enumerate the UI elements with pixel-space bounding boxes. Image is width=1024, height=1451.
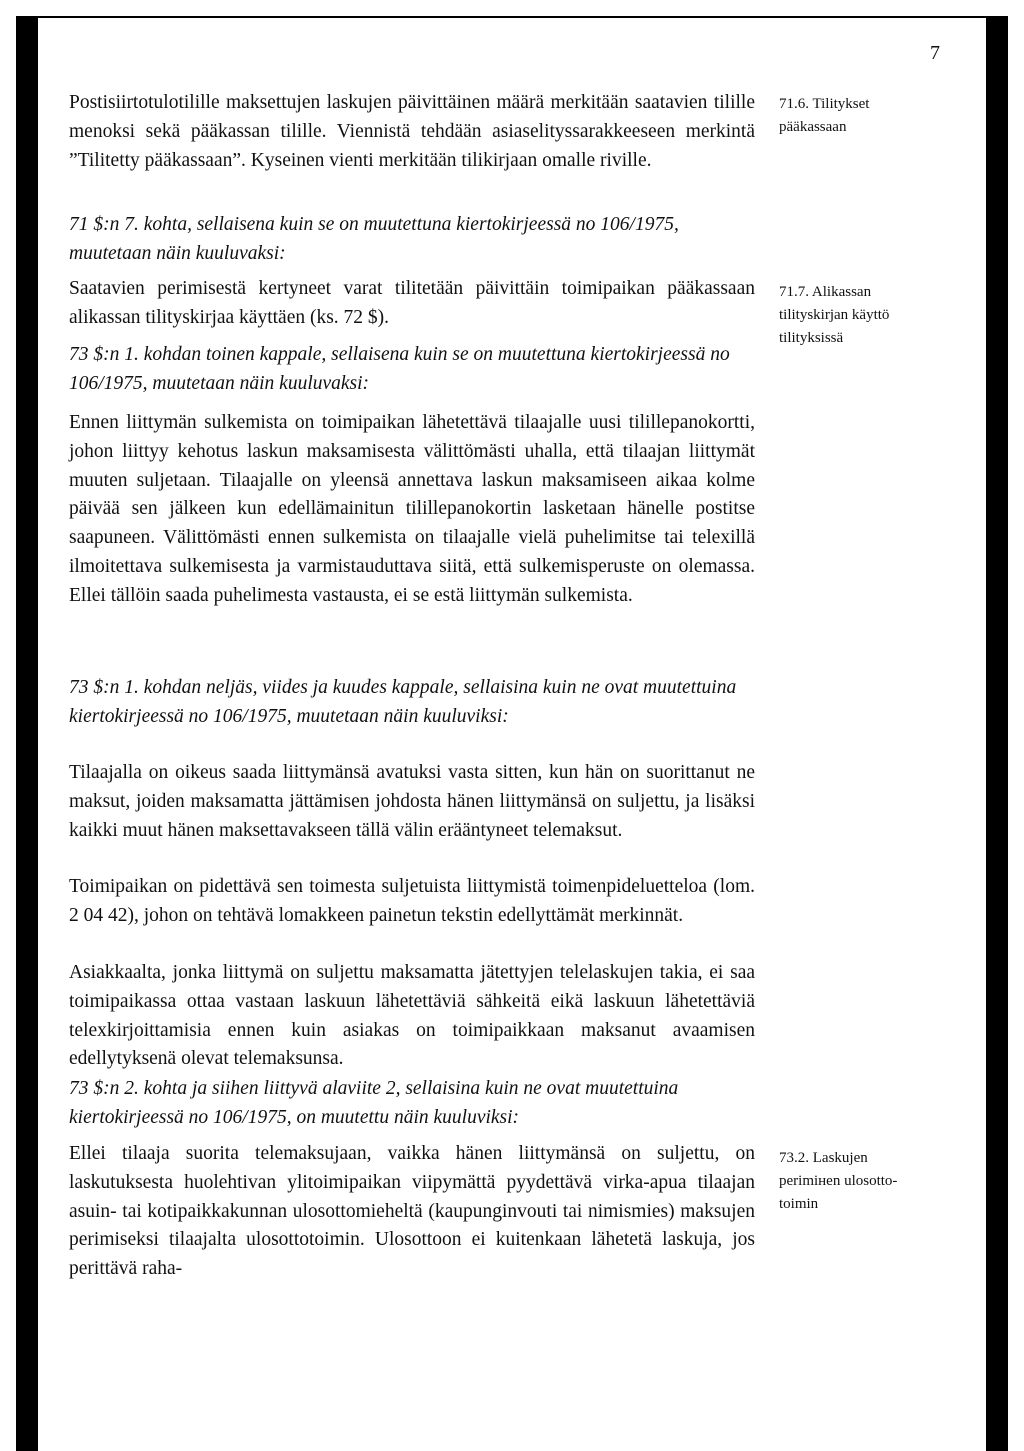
margin-note-line: pääkassaan [779, 119, 847, 135]
paragraph-text: Asiakkaalta, jonka liittymä on suljettu maksamatta jätettyjen telelaskujen takia, ei saa toimipaikassa ottaa vastaan laskuun lähetettäviä sähkeitä eikä laskuun lähetettäviä telexkirjoittamisia ennen kuin asiakas on toimipaikkaan maksanut avaamisen edellytyksenä olevat telemaksunsa. [69, 962, 755, 1070]
margin-note-line: perimінen ulosotto- [779, 1173, 898, 1189]
paragraph-toimipaikan [69, 873, 755, 931]
paragraph-postisiirto [69, 89, 755, 175]
margin-note-line: 71.7. Alikassan [779, 284, 872, 300]
page-number: 7 [930, 42, 940, 64]
heading-73-2 [69, 1075, 755, 1133]
amendment-heading: 73 $:n 1. kohdan neljäs, viides ja kuudes kappale, sellaisina kuin ne ovat muutettuina kiertokirjeessä no 106/1975, muutetaan näin kuuluviksi: [69, 677, 737, 727]
paragraph-ellei-tilaaja [69, 1140, 755, 1284]
paragraph-text: Toimipaikan on pidettävä sen toimesta suljetuista liittymistä toimenpideluetteloa (lom. 2 04 42), johon on tehtävä lomakkeen painetun tekstin edellyttämät merkinnät. [69, 876, 755, 926]
amendment-heading: 73 $:n 1. kohdan toinen kappale, sellaisena kuin se on muutettuna kiertokirjeessä no 106/1975, muutetaan näin kuuluvaksi: [69, 344, 730, 394]
paragraph-text: Ellei tilaaja suorita telemaksujaan, vaikka hänen liittymänsä on suljettu, on laskutuksesta huolehtivan ylitoimipaikan viipymättä pyydettävä virka-apua tilaajan asuin- tai kotipaikkakunnan ulosottomieheltä (kaupunginvouti tai nimismies) maksujen perimiseksi tilaajalta ulosottotoimin. Ulosottoon ei kuitenkaan lähetetä laskuja, jos perittävä raha- [69, 1143, 755, 1280]
margin-note-71-6 [779, 93, 969, 139]
paragraph-saatavien [69, 275, 755, 333]
paragraph-text: Saatavien perimisestä kertyneet varat tilitetään päivittäin toimipaikan pääkassaan alikassan tilityskirjaa käyttäen (ks. 72 $). [69, 278, 755, 328]
paragraph-text: Postisiirtotulotilille maksettujen laskujen päivittäinen määrä merkitään saatavien tilille menoksi sekä pääkassan tilille. Viennistä tehdään asiaselityssarakkeeseen merkintä ”Tilitetty pääkassaan”. Kyseinen vienti merkitään tilikirjaan omalle riville. [69, 92, 755, 171]
margin-note-line: 71.6. Tilitykset [779, 96, 870, 112]
paragraph-tilaajalla [69, 759, 755, 845]
paragraph-text: Tilaajalla on oikeus saada liittymänsä avatuksi vasta sitten, kun hän on suorittanut ne maksut, joiden maksamatta jättämisen johdosta hänen liittymänsä on suljettu, ja lisäksi kaikki muut hänen maksettavakseen tällä välin erääntyneet telemaksut. [69, 762, 755, 841]
paragraph-asiakkaalta [69, 959, 755, 1074]
paragraph-text: Ennen liittymän sulkemista on toimipaikan lähetettävä tilaajalle uusi tilillepanokortti, johon liittyy kehotus laskun maksamisesta välittömästi uhalla, että tilaajan liittymät muuten suljetaan. Tilaajalle on yleensä annettava laskun maksamiseen aikaa kolme päivää sen jälkeen kun edellämainitun tilillepanokortin lasketaan hänelle postitse saapuneen. Välittömästi ennen sulkemista on tilaajalle vielä puhelimitse tai telexillä ilmoitettava sulkemisesta ja varmistauduttava siitä, että sulkemisperuste on olemassa. Ellei tällöin saada puhelimesta vastausta, ei se estä liittymän sulkemista. [69, 412, 755, 606]
amendment-heading: 71 $:n 7. kohta, sellaisena kuin se on muutettuna kiertokirjeessä no 106/1975, muutetaan näin kuuluvaksi: [69, 214, 679, 264]
margin-note-line: tilityskirjan käyttö [779, 307, 890, 323]
scan-border-left [16, 16, 38, 1451]
paragraph-ennen-sulkemista [69, 409, 755, 611]
margin-note-73-2 [779, 1147, 969, 1216]
heading-71-7 [69, 211, 755, 269]
margin-note-line: toimin [779, 1196, 819, 1212]
margin-note-line: 73.2. Laskujen [779, 1150, 868, 1166]
amendment-heading: 73 $:n 2. kohta ja siihen liittyvä alaviite 2, sellaisina kuin ne ovat muutettuina kiertokirjeessä no 106/1975, on muutettu näin kuuluviksi: [69, 1078, 679, 1128]
scan-border-right [986, 16, 1008, 1451]
heading-73-1-neljas [69, 674, 755, 732]
margin-note-line: tilityksissä [779, 330, 844, 346]
scan-border-top [16, 16, 1008, 18]
margin-note-71-7 [779, 281, 969, 350]
heading-73-1-toinen [69, 341, 755, 399]
